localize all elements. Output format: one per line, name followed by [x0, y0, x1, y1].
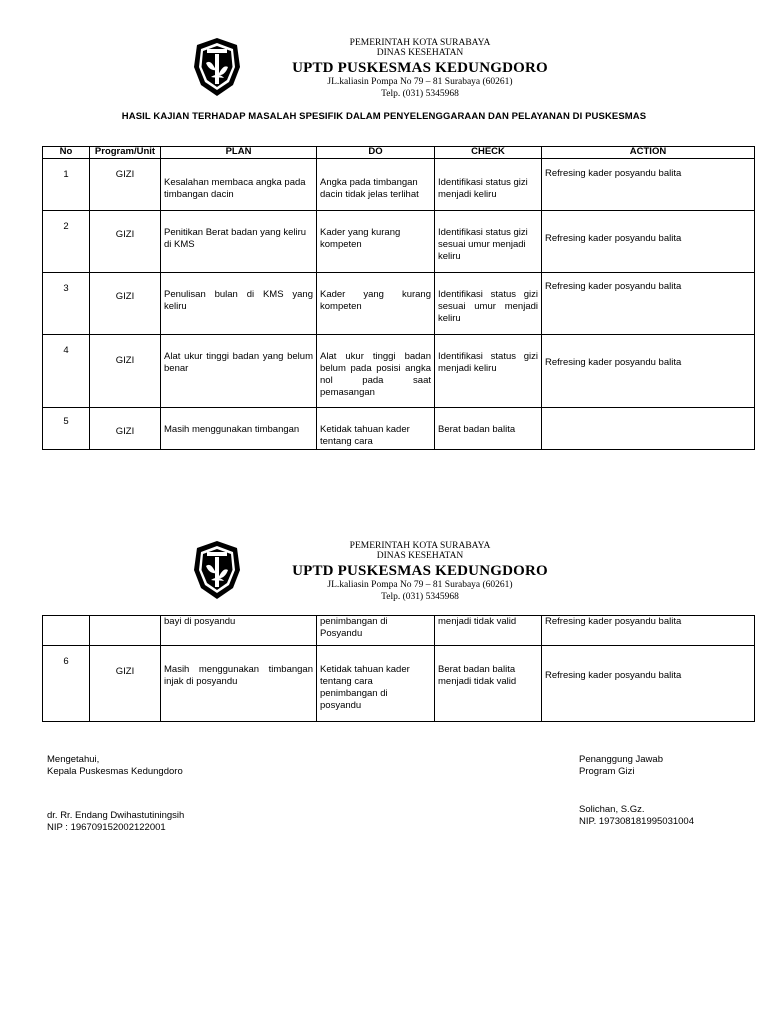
row-check: menjadi tidak valid — [435, 616, 542, 646]
table-row — [43, 211, 755, 273]
row-plan: Masih menggunakan timbangan injak di posyandu — [161, 646, 317, 722]
responsible-label: Penanggung Jawab — [579, 754, 663, 765]
org-phone: Telp. (031) 5345968 — [381, 89, 459, 99]
head-title: Kepala Puskesmas Kedungdoro — [47, 766, 183, 777]
org-address: JL.kaliasin Pompa No 79 – 81 Surabaya (60261) — [327, 77, 513, 87]
row-unit — [90, 616, 161, 646]
row-check: Identifikasi status gizi menjadi keliru — [435, 159, 542, 211]
program-title: Program Gizi — [579, 766, 635, 777]
row-action: Refresing kader posyandu balita — [542, 159, 755, 211]
letterhead — [0, 37, 768, 101]
row-plan: Penulisan bulan di KMS yang keliru — [161, 273, 317, 335]
row-no: 3 — [43, 273, 90, 335]
row-action: Refresing kader posyandu balita — [542, 646, 755, 722]
org-name: UPTD PUSKESMAS KEDUNGDORO — [292, 563, 548, 579]
row-no — [43, 616, 90, 646]
acknowledged-label: Mengetahui, — [47, 754, 100, 765]
row-unit: GIZI — [90, 273, 161, 335]
row-unit: GIZI — [90, 335, 161, 408]
header-plan: PLAN — [161, 147, 317, 159]
table-row — [43, 273, 755, 335]
responsible-nip: NIP. 197308181995031004 — [579, 816, 694, 827]
table-row — [43, 408, 755, 450]
signature-left — [47, 754, 183, 778]
pdca-table-continued — [42, 615, 755, 722]
row-no: 1 — [43, 159, 90, 211]
responsible-name: Solichan, S.Gz. — [579, 804, 645, 815]
row-unit: GIZI — [90, 159, 161, 211]
dept-line: DINAS KESEHATAN — [376, 48, 464, 58]
table-row — [43, 159, 755, 211]
row-no: 6 — [43, 646, 90, 722]
signature-left-name — [47, 810, 184, 834]
row-plan: Masih menggunakan timbangan — [161, 408, 317, 450]
row-no: 4 — [43, 335, 90, 408]
org-address: JL.kaliasin Pompa No 79 – 81 Surabaya (60261) — [327, 580, 513, 590]
table-row — [43, 646, 755, 722]
table-row-continued — [43, 616, 755, 646]
row-action: Refresing kader posyandu balita — [542, 616, 755, 646]
head-nip: NIP : 196709152002122001 — [47, 822, 166, 833]
letterhead-page-2 — [0, 540, 768, 604]
signature-right-name — [579, 804, 694, 828]
row-check: Identifikasi status gizi sesuai umur menjadi keliru — [435, 211, 542, 273]
row-plan: Kesalahan membaca angka pada timbangan dacin — [161, 159, 317, 211]
header-unit: Program/Unit — [90, 147, 161, 159]
document-title: HASIL KAJIAN TERHADAP MASALAH SPESIFIK DALAM PENYELENGGARAAN DAN PELAYANAN DI PUSKESMAS — [121, 111, 647, 122]
row-unit: GIZI — [90, 211, 161, 273]
row-action: Refresing kader posyandu balita — [542, 211, 755, 273]
row-check: Identifikasi status gizi menjadi keliru — [435, 335, 542, 408]
row-action: Refresing kader posyandu balita — [542, 335, 755, 408]
header-action: ACTION — [542, 147, 755, 159]
gov-line: PEMERINTAH KOTA SURABAYA — [349, 38, 491, 48]
row-action: Refresing kader posyandu balita — [542, 273, 755, 335]
row-no: 5 — [43, 408, 90, 450]
row-plan: bayi di posyandu — [161, 616, 317, 646]
dept-line: DINAS KESEHATAN — [376, 551, 464, 561]
org-name: UPTD PUSKESMAS KEDUNGDORO — [292, 60, 548, 76]
row-plan: Alat ukur tinggi badan yang belum benar — [161, 335, 317, 408]
row-unit: GIZI — [90, 408, 161, 450]
header-check: CHECK — [435, 147, 542, 159]
row-do: penimbangan di Posyandu — [317, 616, 435, 646]
row-check: Berat badan balita — [435, 408, 542, 450]
row-action — [542, 408, 755, 450]
row-do: Kader yang kurang kompeten — [317, 273, 435, 335]
gov-line: PEMERINTAH KOTA SURABAYA — [349, 541, 491, 551]
header-do: DO — [317, 147, 435, 159]
row-do: Ketidak tahuan kader tentang cara penimbangan di posyandu — [317, 646, 435, 722]
row-no: 2 — [43, 211, 90, 273]
pdca-table — [42, 146, 755, 450]
row-check: Identifikasi status gizi sesuai umur menjadi keliru — [435, 273, 542, 335]
head-name: dr. Rr. Endang Dwihastutiningsih — [47, 810, 185, 821]
org-phone: Telp. (031) 5345968 — [381, 592, 459, 602]
table-row — [43, 335, 755, 408]
row-plan: Penitikan Berat badan yang keliru di KMS — [161, 211, 317, 273]
row-do: Kader yang kurang kompeten — [317, 211, 435, 273]
row-do: Ketidak tahuan kader tentang cara — [317, 408, 435, 450]
table-header-row — [43, 147, 755, 159]
row-do: Alat ukur tinggi badan belum pada posisi angka nol pada saat pemasangan — [317, 335, 435, 408]
signature-right — [579, 754, 663, 778]
row-do: Angka pada timbangan dacin tidak jelas terlihat — [317, 159, 435, 211]
row-unit: GIZI — [90, 646, 161, 722]
row-check: Berat badan balita menjadi tidak valid — [435, 646, 542, 722]
header-no: No — [43, 147, 90, 159]
